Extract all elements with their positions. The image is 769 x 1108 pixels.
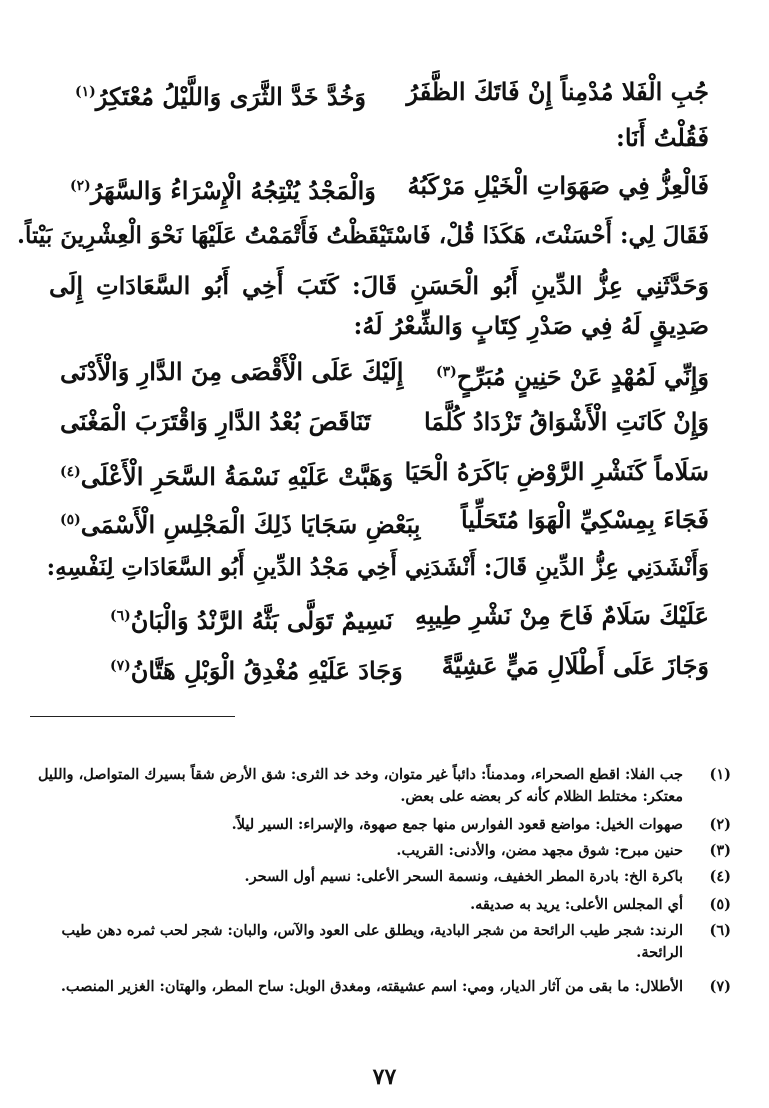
verse-4-second-hemistich: تَنَاقَصَ بُعْدُ الدَّارِ وَاقْتَرَبَ الْمَغْنَى — [60, 407, 371, 436]
verse-2-second-text: وَالْمَجْدُ يُنْتِجُهُ الْإِسْرَاءُ وَالسَّهَرُ — [90, 176, 376, 205]
verse-7-second-hemistich — [110, 596, 393, 641]
footnote-4-text: باكرة الخ: بادرة المطر الخفيف، ونسمة السحر الأعلى: نسيم أول السحر. — [244, 868, 683, 885]
verse-3-second-hemistich: إِلَيْكَ عَلَى الْأَقْصَى مِنَ الدَّارِ وَالْأَدْنَى — [60, 357, 404, 386]
footnote-1 — [31, 764, 731, 808]
footnote-ref-5: (٥) — [60, 512, 81, 528]
footnote-2-text: صهوات الخيل: مواضع قعود الفوارس منها جمع صهوة، والإسراء: السير ليلاً. — [231, 816, 683, 833]
prose-recited-to-me: وَأَنْشَدَنِي عِزُّ الدِّينِ قَالَ: أَنْشَدَنِي أَخِي مَجْدُ الدِّينِ أَبُو السَّعَادَاتِ لِنَفْسِهِ: — [46, 554, 709, 581]
footnote-7-text: الأطلال: ما بقى من آثار الديار، ومي: اسم عشيقته، ومغدق الوبل: ساح المطر، والهتان: الغزير المنصب. — [60, 978, 683, 995]
footnote-6-text: الرند: شجر طيب الرائحة من شجر البادية، ويطلق على العود والآس، والبان: شجر لحب ثمره دهن طيب الرائحة. — [61, 922, 683, 961]
verse-2-second-hemistich — [70, 166, 376, 211]
footnote-ref-1: (١) — [75, 84, 96, 100]
page-number: ٧٧ — [372, 1064, 397, 1090]
footnote-3-number: (٣) — [709, 842, 731, 859]
footnote-6-number: (٦) — [709, 922, 731, 939]
verse-6-first-hemistich: فَجَاءَ بِمِسْكِيِّ الْهَوَا مُتَحَلِّياً — [460, 505, 709, 534]
prose-then-i-said: فَقُلْتُ أَنَا: — [616, 123, 709, 152]
verse-1-second-hemistich — [75, 72, 366, 117]
verse-7-first-hemistich: عَلَيْكَ سَلَامٌ فَاحَ مِنْ نَشْرِ طِيبِهِ — [415, 601, 709, 630]
verse-1-first-hemistich: جُبِ الْفَلا مُدْمِناً إِنْ فَاتَكَ الظَّفَرُ — [406, 77, 709, 106]
footnote-ref-6: (٦) — [110, 608, 131, 624]
footnote-1-text: جب الفلا: اقطع الصحراء، ومدمناً: دائباً غير متوان، وخد خد الثرى: شق الأرض شقاً بسيرك المتواصل، والليل معتكر: مختلط الظلام كأنه كر بعضه على بعض. — [37, 766, 683, 805]
verse-3-first-text: وَإِنِّي لَمُهْدٍ عَنْ حَنِينٍ مُبَرِّحٍ — [456, 362, 709, 391]
verse-8-second-hemistich — [110, 646, 403, 691]
footnote-ref-2: (٢) — [70, 178, 91, 194]
verse-4-first-hemistich: وَإِنْ كَانَتِ الْأَشْوَاقُ تَزْدَادُ كُلَّمَا — [424, 407, 709, 436]
footnote-3-text: حنين مبرح: شوق مجهد مضن، والأدنى: القريب. — [396, 842, 683, 859]
footnote-ref-7: (٧) — [110, 658, 131, 674]
footnote-3 — [31, 840, 731, 862]
footnote-ref-3: (٣) — [435, 364, 457, 380]
footnote-1-number: (١) — [709, 766, 731, 783]
footnote-4-number: (٤) — [709, 868, 731, 885]
footnote-ref-4: (٤) — [60, 464, 81, 480]
verse-5-first-hemistich: سَلَاماً كَنَشْرِ الرَّوْضِ بَاكَرَهُ الْحَيَا — [404, 457, 709, 486]
footnote-2-number: (٢) — [709, 816, 731, 833]
verse-6-second-hemistich — [60, 500, 420, 545]
verse-2-first-hemistich: فَالْعِزُّ فِي صَهَوَاتِ الْخَيْلِ مَرْكَبُهُ — [407, 171, 709, 200]
footnote-separator — [30, 716, 235, 717]
footnote-6 — [31, 920, 731, 964]
verse-5-second-hemistich — [60, 452, 393, 497]
footnote-5-text: أي المجلس الأعلى: يريد به صديقه. — [470, 896, 683, 913]
verse-6-second-text: بِبَعْضِ سَجَايَا ذَلِكَ الْمَجْلِسِ الْأَسْمَى — [80, 510, 421, 539]
verse-8-second-text: وَجَادَ عَلَيْهِ مُغْدِقُ الْوَبْلِ هَتَّانُ — [130, 656, 403, 685]
verse-8-first-hemistich: وَجَازَ عَلَى أَطْلَالِ مَيٍّ عَشِيَّةً — [441, 651, 709, 680]
verse-5-second-text: وَهَبَّتْ عَلَيْهِ نَسْمَةُ السَّحَرِ الْأَعْلَى — [80, 462, 394, 491]
footnote-7 — [31, 976, 731, 998]
footnote-7-number: (٧) — [709, 978, 731, 995]
footnote-5 — [31, 894, 731, 916]
footnote-2 — [31, 814, 731, 836]
footnote-5-number: (٥) — [709, 896, 731, 913]
prose-narration-izz-al-din: وَحَدَّثَنِي عِزُّ الدِّينِ أَبُو الْحَسَنِ قَالَ: كَتَبَ أَخِي أَبُو السَّعَادَاتِ إِلَى صَدِيقٍ لَهُ فِي صَدْرِ كِتَابٍ وَالشِّعْرُ لَهُ: — [49, 271, 709, 340]
verse-3-first-hemistich — [436, 352, 709, 397]
verse-1-second-text: وَخُدَّ خَدَّ الثَّرَى وَاللَّيْلُ مُعْتَكِرُ — [95, 82, 367, 111]
footnote-4 — [31, 866, 731, 888]
verse-7-second-text: نَسِيمٌ تَوَلَّى بَثَّهُ الرَّنْدُ وَالْبَانُ — [130, 606, 393, 635]
prose-he-said-to-me: فَقَالَ لِي: أَحْسَنْتَ، هَكَذَا قُلْ، فَاسْتَيْقَظْتُ فَأَتْمَمْتُ عَلَيْهَا نَحْوَ الْعِشْرِينَ بَيْتاً. — [16, 222, 709, 249]
